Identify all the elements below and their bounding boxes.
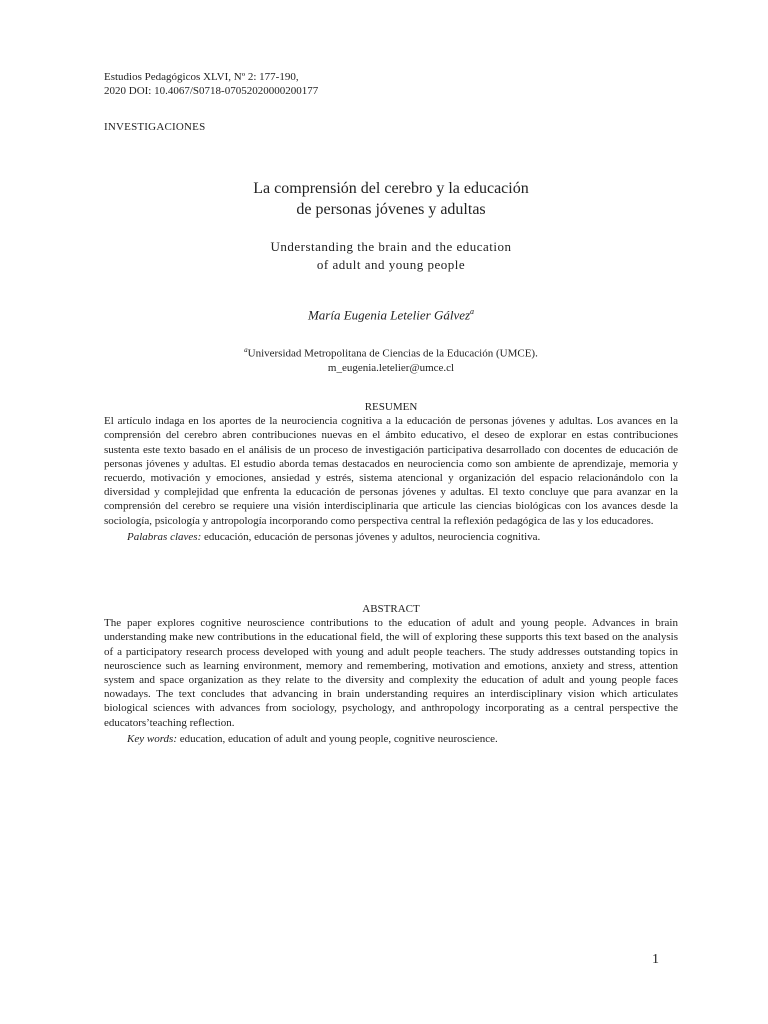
affiliation-marker: a (244, 346, 248, 354)
abstract-body: The paper explores cognitive neuroscience contributions to the education of adult and young people. Advances in brain understanding make new contributions in the educational field, the will of exploring these supports this text based on the analysis of a participatory research process developed with young and adult people teachers. The study addresses outstanding topics in neuroscience such as learning environment, memory and remembering, motivation and emotions, anxiety and stress, attention system and space organization as they relate to the diversity and complexity the education of adult and young people faces nowadays. The text concludes that advancing in brain understanding requires an interdisciplinary vision which articulates biological sciences with advances from sociology, psychology, and anthropology incorporating as a central perspective the educators’teaching reflection. (104, 617, 678, 729)
english-title (104, 238, 678, 274)
abstract-heading: ABSTRACT (362, 603, 420, 615)
author-affiliation-marker: a (470, 307, 475, 316)
english-title-line-1: Understanding the brain and the education (270, 239, 512, 254)
affiliation-institution: Universidad Metropolitana de Ciencias de la Educación (UMCE). (247, 347, 538, 360)
journal-citation: Estudios Pedagógicos XLVI, Nº 2: 177-190, (104, 71, 299, 83)
journal-doi: 2020 DOI: 10.4067/S0718-07052020000200177 (104, 85, 319, 97)
abstract-keywords (104, 732, 678, 746)
resumen-heading: RESUMEN (364, 401, 418, 413)
author (104, 307, 678, 323)
author-email: m_eugenia.letelier@umce.cl (327, 361, 455, 374)
spanish-title (104, 178, 678, 220)
resumen-body: El artículo indaga en los aportes de la neurociencia cognitiva a la educación de personas jóvenes y adultas. Los avances en la comprensión del cerebro abren contribuciones nuevas en el ámbito educativo, el deseo de explorar en estas contribuciones sustenta este texto basado en el análisis de un proceso de investigación participativa desarrollado con docentes de educación de personas jóvenes y adultas. El estudio aborda temas destacados en neurociencia como son ambiente de aprendizaje, memoria y recuerdo, motivación y emociones, ansiedad y estrés, sistema atencional y organización del espacio relacionándolo con la diversidad y complejidad que enfrenta la educación de personas jóvenes y adultas. El texto concluye que para avanzar en la comprensión del cerebro se requiere una visión interdisciplinaria que articule las ciencias biológicas con los avances desde la sociología, psicología y antropología incorporando como perspectiva central la reflexión pedagógica de las y los educadores. (104, 415, 678, 527)
author-name: María Eugenia Letelier Gálvez (307, 307, 471, 323)
english-title-line-2: of adult and young people (316, 257, 466, 272)
abstract-section (104, 602, 678, 746)
abstract-keywords-text: education, education of adult and young people, cognitive neuroscience. (179, 732, 498, 745)
abstract-keywords-label: Key words: (127, 732, 178, 745)
resumen-keywords-label: Palabras claves: (127, 530, 202, 543)
resumen-section (104, 400, 678, 544)
spanish-title-line-1: La comprensión del cerebro y la educación (253, 180, 529, 197)
page-number: 1 (652, 952, 659, 967)
resumen-keywords-text: educación, educación de personas jóvenes y adultos, neurociencia cognitiva. (203, 530, 541, 543)
affiliation (104, 343, 678, 375)
journal-reference (104, 70, 318, 98)
spanish-title-line-2: de personas jóvenes y adultas (296, 201, 486, 218)
section-label: INVESTIGACIONES (104, 121, 206, 133)
resumen-keywords (104, 530, 678, 544)
affiliation-institution-line (104, 343, 678, 361)
